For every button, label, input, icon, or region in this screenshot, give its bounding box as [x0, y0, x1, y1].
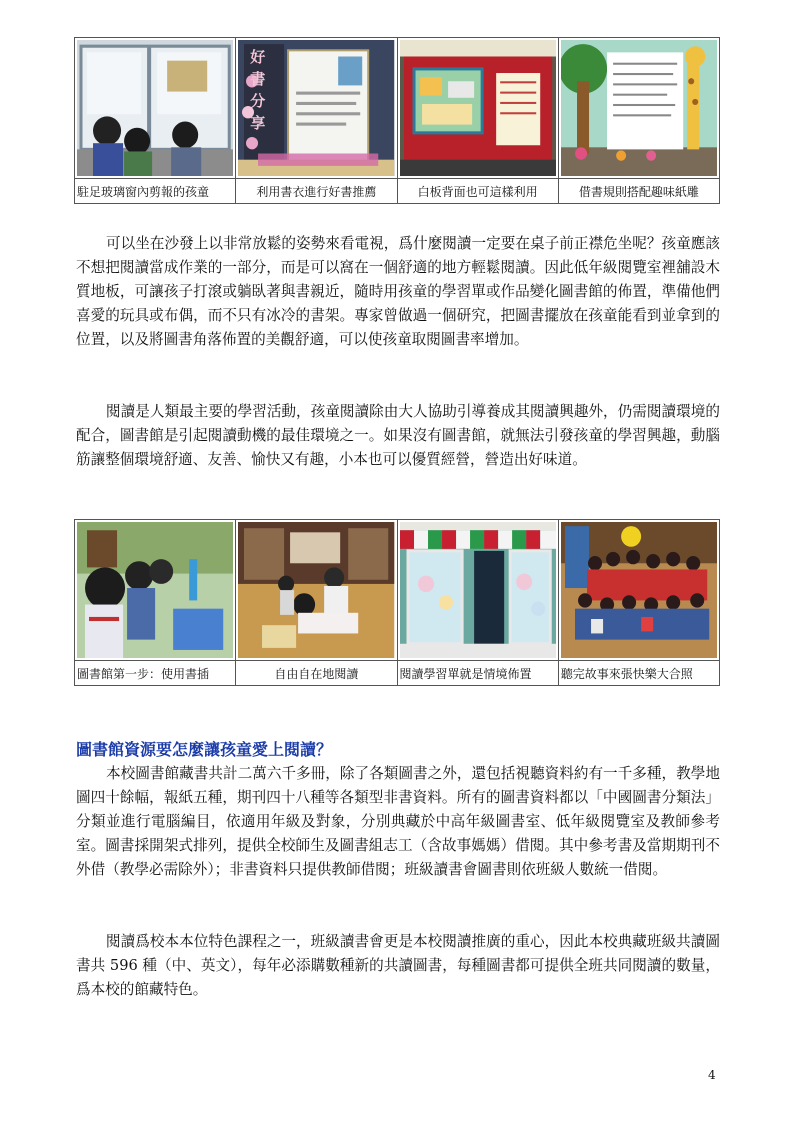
caption-5: 圖書館第一步：使用書插 [75, 661, 236, 686]
caption-1: 駐足玻璃窗內剪報的孩童 [75, 179, 236, 204]
paragraph-4-text: 閱讀爲校本本位特色課程之一，班級讀書會更是本校閱讀推廣的重心，因此本校典藏班級共讀圖書共 596 種（中、英文），每年必添購數種新的共讀圖書，每種圖書都可提供全班共同閱讀的數量，爲本校的館藏特色。 [76, 933, 720, 998]
children-at-window-photo [77, 40, 233, 176]
giraffe-paper-art-photo [561, 40, 717, 176]
group-photo [561, 522, 717, 658]
caption-2: 利用書衣進行好書推薦 [236, 179, 397, 204]
photo-cell-8 [558, 520, 719, 661]
photo-cell-6 [236, 520, 397, 661]
caption-8: 聽完故事來張快樂大合照 [558, 661, 719, 686]
paragraph-3-text: 本校圖書館藏書共計二萬六千多冊，除了各類圖書之外，還包括視聽資料約有一千多種，教學地圖四十餘幅，報紙五種，期刊四十八種等各類型非書資料。所有的圖書資料都以「中國圖書分類法」分類並進行電腦編目，依適用年級及對象，分別典藏於中高年級圖書室、低年級閱覽室及教師參考室。圖書採開架式排列，提供全校師生及圖書組志工（含故事媽媽）借閱。其中參考書及當期期刊不外借（教學必需除外）；非書資料只提供教師借閱；班級讀書會圖書則依班級人數統一借閱。 [76, 765, 720, 878]
photo-cell-2 [236, 38, 397, 179]
children-using-bookmark-photo [77, 522, 233, 658]
sign-text: 好書分享 [250, 48, 266, 132]
photo-cell-3 [397, 38, 558, 179]
photo-cell-4 [558, 38, 719, 179]
caption-7: 閱讀學習單就是情境佈置 [397, 661, 558, 686]
paragraph-3 [76, 762, 720, 882]
children-reading-on-floor-photo [238, 522, 394, 658]
section-heading: 圖書館資源要怎麼讓孩童愛上閱讀？ [76, 740, 333, 759]
window-decoration-photo [400, 522, 556, 658]
photo-cell-5 [75, 520, 236, 661]
paragraph-1 [76, 232, 720, 352]
photo-cell-1 [75, 38, 236, 179]
paragraph-2 [76, 400, 720, 472]
whiteboard-display-photo [400, 40, 556, 176]
caption-3: 白板背面也可這樣利用 [397, 179, 558, 204]
paragraph-1-text: 可以坐在沙發上以非常放鬆的姿勢來看電視，爲什麼閱讀一定要在桌子前正襟危坐呢？孩童應該不想把閱讀當成作業的一部分，而是可以窩在一個舒適的地方輕鬆閱讀。因此低年級閱覽室裡舖設木質地板，可讓孩子打滾或躺臥著與書親近，隨時用孩童的學習單或作品變化圖書館的佈置，準備他們喜愛的玩具或布偶，而不只有冰冷的書架。專家曾做過一個研究，把圖書擺放在孩童能看到並拿到的位置，以及將圖書角落佈置的美觀舒適，可以使孩童取閱圖書率增加。 [76, 235, 720, 348]
bottom-photo-table [74, 519, 720, 686]
page-number: 4 [708, 1068, 716, 1082]
caption-4: 借書規則搭配趣味紙雕 [558, 179, 719, 204]
book-recommendation-board-photo [238, 40, 394, 176]
paragraph-2-text: 閱讀是人類最主要的學習活動，孩童閱讀除由大人協助引導養成其閱讀興趣外，仍需閱讀環境的配合，圖書館是引起閱讀動機的最佳環境之一。如果沒有圖書館，就無法引發孩童的學習興趣，動腦筋讓整個環境舒適、友善、愉快又有趣，小本也可以優質經營，營造出好味道。 [76, 403, 720, 468]
paragraph-4 [76, 930, 720, 1002]
top-photo-table [74, 37, 720, 204]
caption-6: 自由自在地閱讀 [236, 661, 397, 686]
photo-cell-7 [397, 520, 558, 661]
